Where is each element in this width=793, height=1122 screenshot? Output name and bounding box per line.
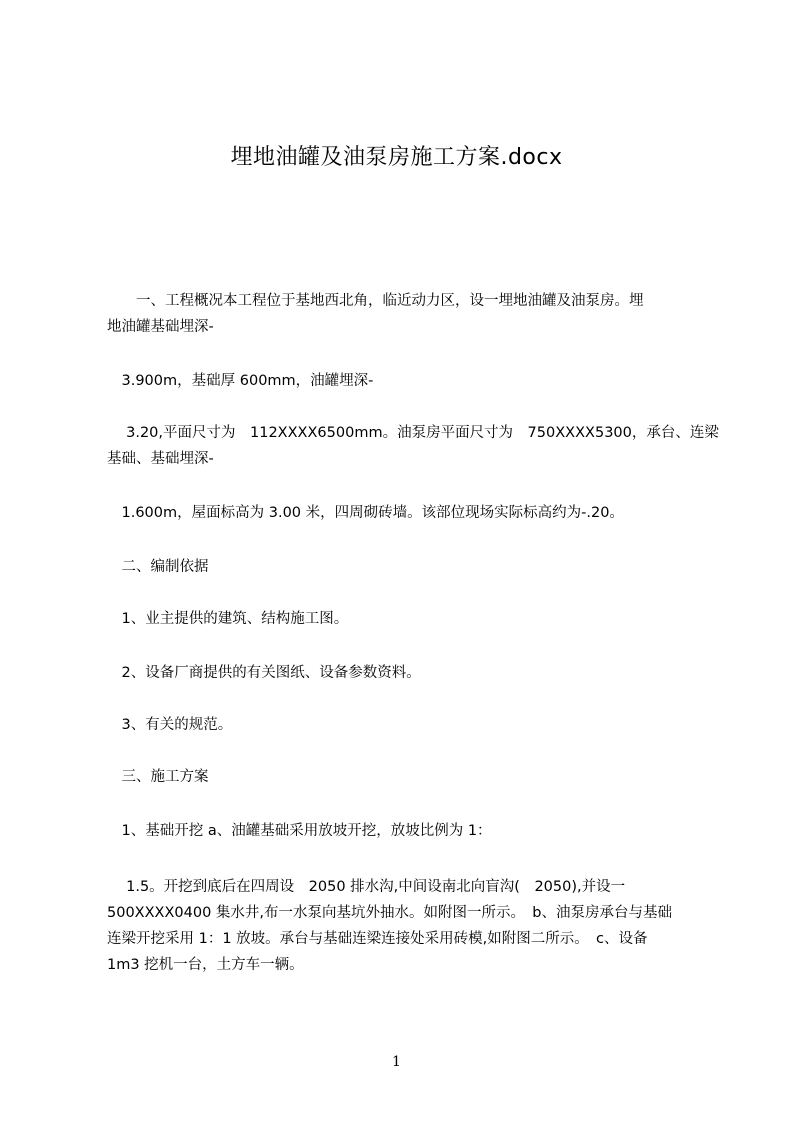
paragraph-line: 一、工程概况本工程位于基地西北角，临近动力区，设一埋地油罐及油泵房。埋: [107, 293, 644, 309]
paragraph-line: 1.600m，屋面标高为 3.00 米，四周砌砖墙。该部位现场实际标高约为-.20。: [107, 505, 624, 521]
paragraph-line: 1m3 挖机一台，土方车一辆。: [107, 957, 304, 973]
paragraph-line: 1、基础开挖 a、油罐基础采用放坡开挖，放坡比例为 1：: [107, 823, 492, 839]
document-title: 埋地油罐及油泵房施工方案.docx: [230, 145, 563, 170]
paragraph-line: 基础、基础埋深-: [107, 451, 214, 467]
paragraph-elevation: [107, 500, 707, 526]
paragraph-line: 2、设备厂商提供的有关图纸、设备参数资料。: [107, 665, 421, 681]
page-number: 1: [392, 1054, 401, 1070]
paragraph-line: 二、编制依据: [107, 559, 209, 575]
list-item-basis-2: [107, 660, 707, 686]
paragraph-dimensions: [107, 420, 719, 472]
paragraph-excavation: [107, 818, 707, 844]
paragraph-line: 连梁开挖采用 1：1 放坡。承台与基础连梁连接处采用砖模,如附图二所示。 c、设备: [107, 931, 648, 947]
paragraph-line: 3.900m，基础厚 600mm，油罐埋深-: [107, 373, 374, 389]
paragraph-excavation-details: [107, 874, 707, 978]
paragraph-line: 1.5。开挖到底后在四周设 2050 排水沟,中间设南北向盲沟( 2050),并设一: [107, 879, 626, 895]
paragraph-line: 1、业主提供的建筑、结构施工图。: [107, 611, 349, 627]
list-item-basis-3: [107, 712, 707, 738]
heading-construction-plan: [107, 764, 707, 790]
paragraph-line: 3、有关的规范。: [107, 717, 233, 733]
paragraph-overview: [107, 288, 707, 340]
list-item-basis-1: [107, 606, 707, 632]
paragraph-line: 500XXXX0400 集水井,布一水泵向基坑外抽水。如附图一所示。 b、油泵房承台与基础: [107, 905, 672, 921]
paragraph-line: 三、施工方案: [107, 769, 209, 785]
paragraph-line: 3.20,平面尺寸为 112XXXX6500mm。油泵房平面尺寸为 750XXXX5300，承台、连梁: [107, 425, 719, 441]
paragraph-line: 地油罐基础埋深-: [107, 319, 214, 335]
heading-basis: [107, 554, 707, 580]
paragraph-foundation-depth: [107, 368, 707, 394]
